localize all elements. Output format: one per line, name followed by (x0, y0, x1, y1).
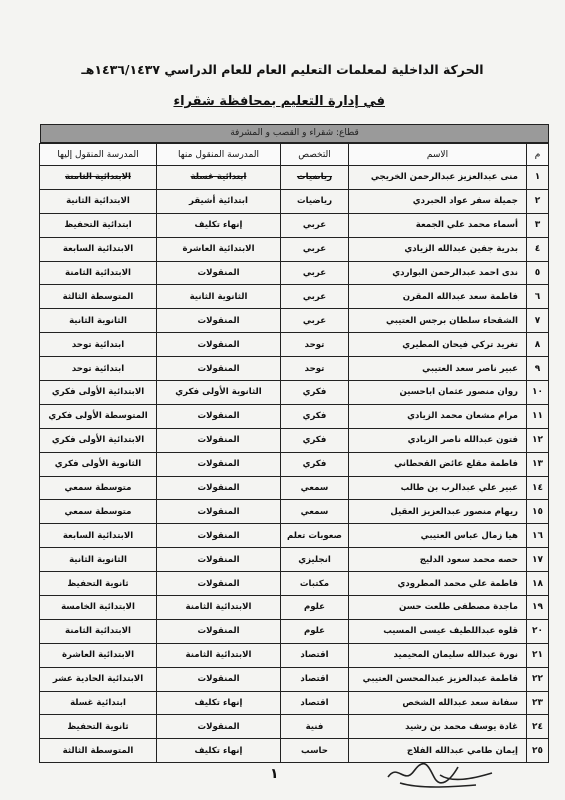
table-header-row (40, 144, 549, 166)
row-specialty: عربي (281, 237, 349, 261)
row-name: حصه محمد سعود الدليج (349, 548, 527, 572)
row-to-school: الثانوية الثانية (40, 309, 157, 333)
row-from-school: الثانوية الأولى فكري (157, 381, 281, 405)
row-name: نورة عبدالله سليمان المحيميد (349, 643, 527, 667)
row-from-school: الابتدائية العاشرة (157, 237, 281, 261)
row-number: ٥ (527, 261, 549, 285)
row-specialty: فكري (281, 381, 349, 405)
table-row (40, 619, 549, 643)
row-name: روان منصور عثمان اباحسين (349, 381, 527, 405)
table-row (40, 333, 549, 357)
document-title: الحركة الداخلية لمعلمات التعليم العام للعام الدراسي ١٤٣٦/١٤٣٧هـ (81, 62, 484, 77)
row-specialty: صعوبات تعلم (281, 524, 349, 548)
row-specialty: توحد (281, 333, 349, 357)
row-to-school: الابتدائية العاشرة (40, 643, 157, 667)
row-specialty: عربي (281, 309, 349, 333)
row-number: ٢١ (527, 643, 549, 667)
row-from-school: المنقولات (157, 500, 281, 524)
sector-bar: قطاع: شقراء و القصب و المشرفة (40, 124, 549, 143)
table-row (40, 285, 549, 309)
row-to-school: ثانوية التحفيظ (40, 715, 157, 739)
row-to-school: الابتدائية الأولى فكري (40, 428, 157, 452)
row-from-school: إنهاء تكليف (157, 213, 281, 237)
row-name: قلوه عبداللطيف عيسى المسيب (349, 619, 527, 643)
table-row (40, 428, 549, 452)
row-name: جميلة سفر عواد الحبردي (349, 189, 527, 213)
row-to-school: الابتدائية الثانية (40, 189, 157, 213)
row-to-school: المتوسطة الثالثة (40, 739, 157, 763)
row-number: ٩ (527, 357, 549, 381)
row-from-school: المنقولات (157, 452, 281, 476)
row-specialty: رياضيات (281, 166, 349, 190)
table-row (40, 189, 549, 213)
row-number: ٢ (527, 189, 549, 213)
row-name: فاطمة عبدالعزيز عبدالمحسن العتيبي (349, 667, 527, 691)
row-number: ١ (527, 166, 549, 190)
page-number: ١ (270, 766, 279, 782)
row-name: تغريد تركي فيحان المطيري (349, 333, 527, 357)
row-from-school: المنقولات (157, 261, 281, 285)
row-specialty: توحد (281, 357, 349, 381)
row-specialty: انجليزي (281, 548, 349, 572)
row-from-school: الابتدائية الثامنة (157, 596, 281, 620)
table-row (40, 500, 549, 524)
row-from-school: المنقولات (157, 428, 281, 452)
row-name: سفانة سعد عبدالله الشخص (349, 691, 527, 715)
table-row (40, 213, 549, 237)
column-header-specialty: التخصص (281, 144, 349, 166)
row-from-school: إنهاء تكليف (157, 739, 281, 763)
row-to-school: الابتدائية الخامسة (40, 596, 157, 620)
row-specialty: اقتصاد (281, 667, 349, 691)
row-from-school: المنقولات (157, 619, 281, 643)
row-from-school: المنقولات (157, 476, 281, 500)
row-name: غادة يوسف محمد بن رشيد (349, 715, 527, 739)
row-number: ٦ (527, 285, 549, 309)
row-number: ٨ (527, 333, 549, 357)
row-name: إيمان طامي عبدالله الفلاج (349, 739, 527, 763)
row-to-school: الابتدائية الأولى فكري (40, 381, 157, 405)
row-number: ٢٥ (527, 739, 549, 763)
row-name: منى عبدالعزيز عبدالرحمن الخريجي (349, 166, 527, 190)
table-row (40, 357, 549, 381)
row-to-school: متوسطة سمعي (40, 476, 157, 500)
table-row (40, 381, 549, 405)
row-number: ٢٠ (527, 619, 549, 643)
table-body (40, 166, 549, 763)
row-to-school: ثانوية التحفيظ (40, 572, 157, 596)
table-row (40, 572, 549, 596)
table-row (40, 667, 549, 691)
row-to-school: الابتدائية السابعة (40, 524, 157, 548)
row-number: ٤ (527, 237, 549, 261)
row-name: مرام مشعان محمد الزيادي (349, 404, 527, 428)
row-name: فاطمة مقلع عائض القحطاني (349, 452, 527, 476)
table-row (40, 476, 549, 500)
row-from-school: المنقولات (157, 357, 281, 381)
row-name: ماجدة مصطفى طلعت حسن (349, 596, 527, 620)
table-row (40, 452, 549, 476)
row-specialty: عربي (281, 261, 349, 285)
row-name: أسماء محمد علي الجمعة (349, 213, 527, 237)
row-number: ١٣ (527, 452, 549, 476)
row-number: ١٨ (527, 572, 549, 596)
row-from-school: ابتدائية غسلة (157, 166, 281, 190)
row-specialty: عربي (281, 213, 349, 237)
column-header-to-school: المدرسة المنقول إليها (40, 144, 157, 166)
row-from-school: المنقولات (157, 333, 281, 357)
row-specialty: علوم (281, 596, 349, 620)
row-to-school: الابتدائية الثامنة (40, 166, 157, 190)
row-name: ندى احمد عبدالرحمن البواردي (349, 261, 527, 285)
row-number: ١٧ (527, 548, 549, 572)
row-specialty: سمعي (281, 476, 349, 500)
row-from-school: المنقولات (157, 309, 281, 333)
row-from-school: المنقولات (157, 548, 281, 572)
row-name: فتون عبدالله ناصر الزيادي (349, 428, 527, 452)
row-from-school: المنقولات (157, 524, 281, 548)
row-from-school: ابتدائية أشيقر (157, 189, 281, 213)
row-to-school: الثانوية الثانية (40, 548, 157, 572)
row-name: بدرية جفين عبدالله الزيادي (349, 237, 527, 261)
row-number: ١٠ (527, 381, 549, 405)
row-number: ٣ (527, 213, 549, 237)
document-subtitle: في إدارة التعليم بمحافظة شقراء (173, 94, 385, 109)
row-number: ١٦ (527, 524, 549, 548)
table-row (40, 237, 549, 261)
row-name: ريهام منصور عبدالعزيز العقيل (349, 500, 527, 524)
row-number: ٢٤ (527, 715, 549, 739)
column-header-name: الاسم (349, 144, 527, 166)
row-specialty: اقتصاد (281, 643, 349, 667)
row-specialty: فكري (281, 428, 349, 452)
row-to-school: الابتدائية الحادية عشر (40, 667, 157, 691)
table-row (40, 596, 549, 620)
row-number: ٧ (527, 309, 549, 333)
row-from-school: المنقولات (157, 572, 281, 596)
row-to-school: المتوسطة الثالثة (40, 285, 157, 309)
signature-image (380, 755, 500, 791)
row-to-school: المتوسطة الأولى فكري (40, 404, 157, 428)
row-to-school: ابتدائية غسلة (40, 691, 157, 715)
table-row (40, 309, 549, 333)
row-number: ١١ (527, 404, 549, 428)
table-row (40, 524, 549, 548)
table-row (40, 715, 549, 739)
table-row (40, 643, 549, 667)
row-from-school: المنقولات (157, 404, 281, 428)
table-row (40, 691, 549, 715)
row-from-school: الثانوية الثانية (157, 285, 281, 309)
row-specialty: حاسب (281, 739, 349, 763)
row-to-school: الثانوية الأولى فكري (40, 452, 157, 476)
table-row (40, 166, 549, 190)
row-name: عبير ناصر سعد العتيبي (349, 357, 527, 381)
row-name: عبير علي عبدالرب بن طالب (349, 476, 527, 500)
row-to-school: الابتدائية السابعة (40, 237, 157, 261)
table-row (40, 404, 549, 428)
row-to-school: الابتدائية الثامنة (40, 619, 157, 643)
row-number: ١٩ (527, 596, 549, 620)
row-specialty: علوم (281, 619, 349, 643)
row-specialty: فكري (281, 452, 349, 476)
row-to-school: متوسطة سمعي (40, 500, 157, 524)
row-number: ١٥ (527, 500, 549, 524)
row-specialty: فنية (281, 715, 349, 739)
row-name: فاطمة علي محمد المطرودي (349, 572, 527, 596)
row-specialty: عربي (281, 285, 349, 309)
table-row (40, 548, 549, 572)
row-specialty: سمعي (281, 500, 349, 524)
row-to-school: ابتدائية التحفيظ (40, 213, 157, 237)
row-from-school: المنقولات (157, 715, 281, 739)
row-from-school: الابتدائية الثامنة (157, 643, 281, 667)
row-to-school: ابتدائية توحد (40, 357, 157, 381)
column-header-from-school: المدرسة المنقول منها (157, 144, 281, 166)
row-number: ٢٢ (527, 667, 549, 691)
row-from-school: إنهاء تكليف (157, 691, 281, 715)
row-name: فاطمة سعد عبدالله المقرن (349, 285, 527, 309)
column-header-number: م (527, 144, 549, 166)
table-row (40, 261, 549, 285)
row-number: ١٢ (527, 428, 549, 452)
row-from-school: المنقولات (157, 667, 281, 691)
row-number: ١٤ (527, 476, 549, 500)
row-specialty: اقتصاد (281, 691, 349, 715)
row-number: ٢٣ (527, 691, 549, 715)
transfers-table-container (40, 124, 549, 763)
row-name: هيا زمال عباس العتيبي (349, 524, 527, 548)
row-specialty: رياضيات (281, 189, 349, 213)
row-to-school: ابتدائية توحد (40, 333, 157, 357)
row-specialty: مكتبات (281, 572, 349, 596)
row-to-school: الابتدائية الثامنة (40, 261, 157, 285)
row-name: الشقحاء سلطان برجس العتيبي (349, 309, 527, 333)
row-specialty: فكري (281, 404, 349, 428)
transfers-table (39, 143, 549, 763)
